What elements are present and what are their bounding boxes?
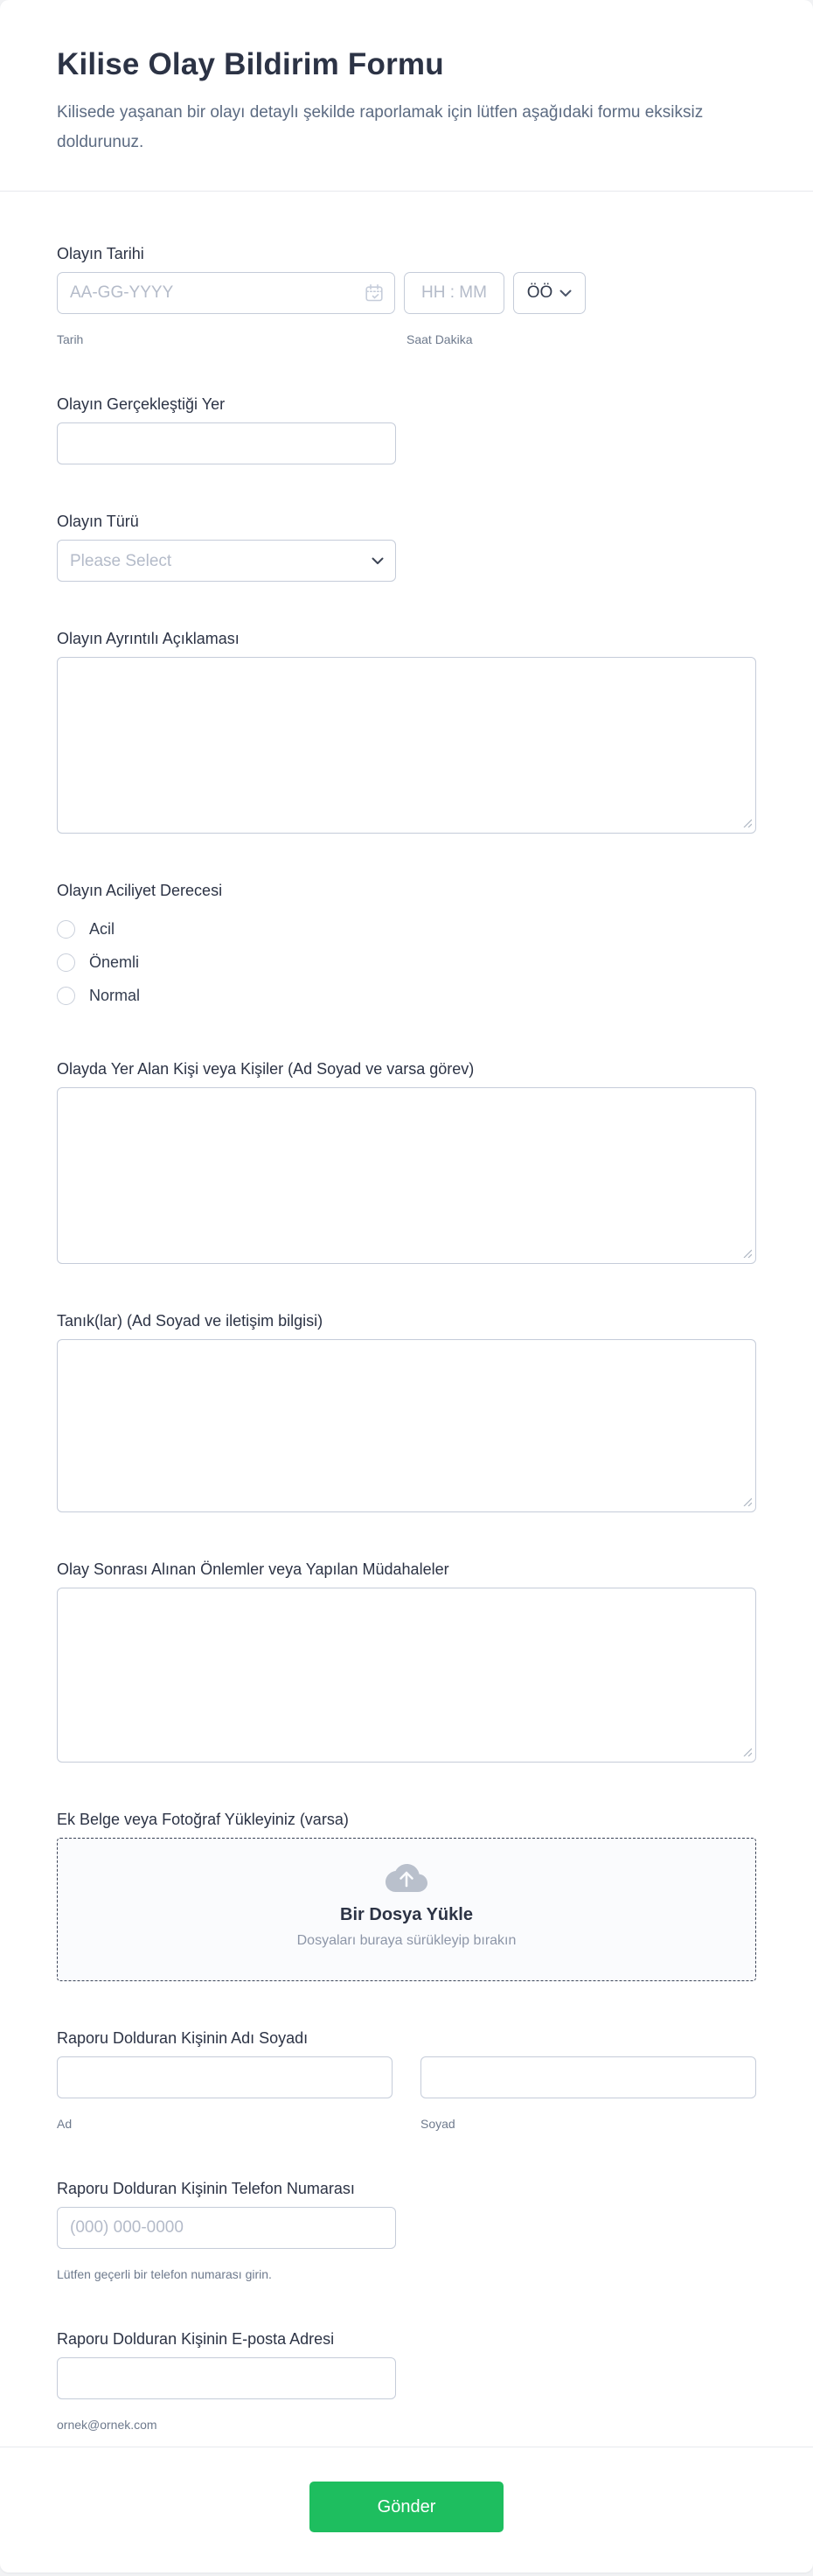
submit-button[interactable]: Gönder [309,2482,504,2532]
form-subtitle: Kilisede yaşanan bir olayı detaylı şekilde raporlamak için lütfen aşağıdaki formu eksiksiz doldurunuz. [57,103,704,151]
field-people [57,1059,756,1264]
urgency-options [57,912,756,1012]
form-header [0,0,813,157]
witnesses-label: Tanık(lar) (Ad Soyad ve iletişim bilgisi) [57,1312,323,1330]
field-description [57,629,756,834]
field-measures [57,1560,756,1763]
phone-control [57,2207,756,2249]
email-control [57,2357,756,2399]
fullname-label: Raporu Dolduran Kişinin Adı Soyadı [57,2029,309,2047]
form-body [0,244,813,2433]
upload-label: Ek Belge veya Fotoğraf Yükleyiniz (varsa) [57,1811,349,1828]
resize-handle[interactable] [742,1747,752,1756]
witnesses-textarea[interactable] [57,1339,756,1512]
resize-handle[interactable] [742,1248,752,1258]
radio-label: Acil [89,919,115,938]
field-incident-type [57,512,756,582]
field-upload [57,1810,756,1981]
last-name-input[interactable] [420,2056,756,2098]
date-time-row [57,272,756,314]
submit-row [0,2447,813,2573]
field-location [57,394,756,464]
email-label: Raporu Dolduran Kişinin E-posta Adresi [57,2330,335,2348]
resize-handle[interactable] [742,818,752,827]
radio-button[interactable] [57,920,75,939]
phone-input[interactable] [57,2207,396,2249]
cloud-upload-icon [386,1862,427,1892]
incident-type-label: Olayın Türü [57,513,139,530]
date-input[interactable] [57,272,395,314]
people-textarea[interactable] [57,1087,756,1264]
upload-hint: Dosyaları buraya sürükleyip bırakın [296,1933,517,1948]
phone-helper-text: Lütfen geçerli bir telefon numarası girin. [57,2267,272,2281]
ampm-dropdown[interactable] [513,272,586,314]
chevron-down-icon [559,290,572,297]
field-witnesses [57,1311,756,1512]
field-fullname [57,2028,756,2132]
radio-button[interactable] [57,987,75,1005]
time-sublabel: Saat Dakika [406,332,473,346]
radio-label: Normal [89,986,141,1004]
urgency-option-onemli[interactable] [57,946,756,979]
phone-label: Raporu Dolduran Kişinin Telefon Numarası [57,2180,355,2197]
fullname-row [57,2056,756,2132]
incident-date-label: Olayın Tarihi [57,245,144,262]
urgency-option-normal[interactable] [57,979,756,1012]
date-input-wrap [57,272,395,314]
description-label: Olayın Ayrıntılı Açıklaması [57,630,240,647]
file-dropzone[interactable] [57,1838,756,1981]
description-control [57,657,756,834]
header-divider [0,191,813,192]
last-name-sublabel: Soyad [420,2117,455,2131]
people-label: Olayda Yer Alan Kişi veya Kişiler (Ad Soyad ve varsa görev) [57,1060,475,1078]
urgency-option-acil[interactable] [57,912,756,946]
field-email [57,2329,756,2433]
incident-type-control [57,540,396,582]
date-sublabel: Tarih [57,332,84,346]
location-control [57,422,756,464]
measures-control [57,1588,756,1763]
measures-label: Olay Sonrası Alınan Önlemler veya Yapılan Müdahaleler [57,1560,449,1578]
field-urgency [57,881,756,1012]
upload-button-text: Bir Dosya Yükle [340,1905,473,1924]
field-incident-date [57,244,756,347]
email-input[interactable] [57,2357,396,2399]
radio-label: Önemli [89,953,140,971]
resize-handle[interactable] [742,1497,752,1506]
email-helper-text: ornek@ornek.com [57,2418,157,2432]
description-textarea[interactable] [57,657,756,834]
urgency-label: Olayın Aciliyet Derecesi [57,882,223,899]
first-name-sublabel: Ad [57,2117,73,2131]
first-name-input[interactable] [57,2056,393,2098]
ampm-value: ÖÖ [526,283,553,302]
first-name-col [57,2056,393,2132]
radio-button[interactable] [57,953,75,972]
field-phone [57,2179,756,2282]
incident-type-select[interactable] [57,540,396,582]
witnesses-control [57,1339,756,1512]
last-name-col [420,2056,756,2132]
time-input[interactable] [404,272,504,314]
location-input[interactable] [57,422,396,464]
people-control [57,1087,756,1264]
location-label: Olayın Gerçekleştiği Yer [57,395,226,413]
date-sublabels [57,332,756,347]
form-title: Kilise Olay Bildirim Formu [57,47,444,81]
measures-textarea[interactable] [57,1588,756,1763]
